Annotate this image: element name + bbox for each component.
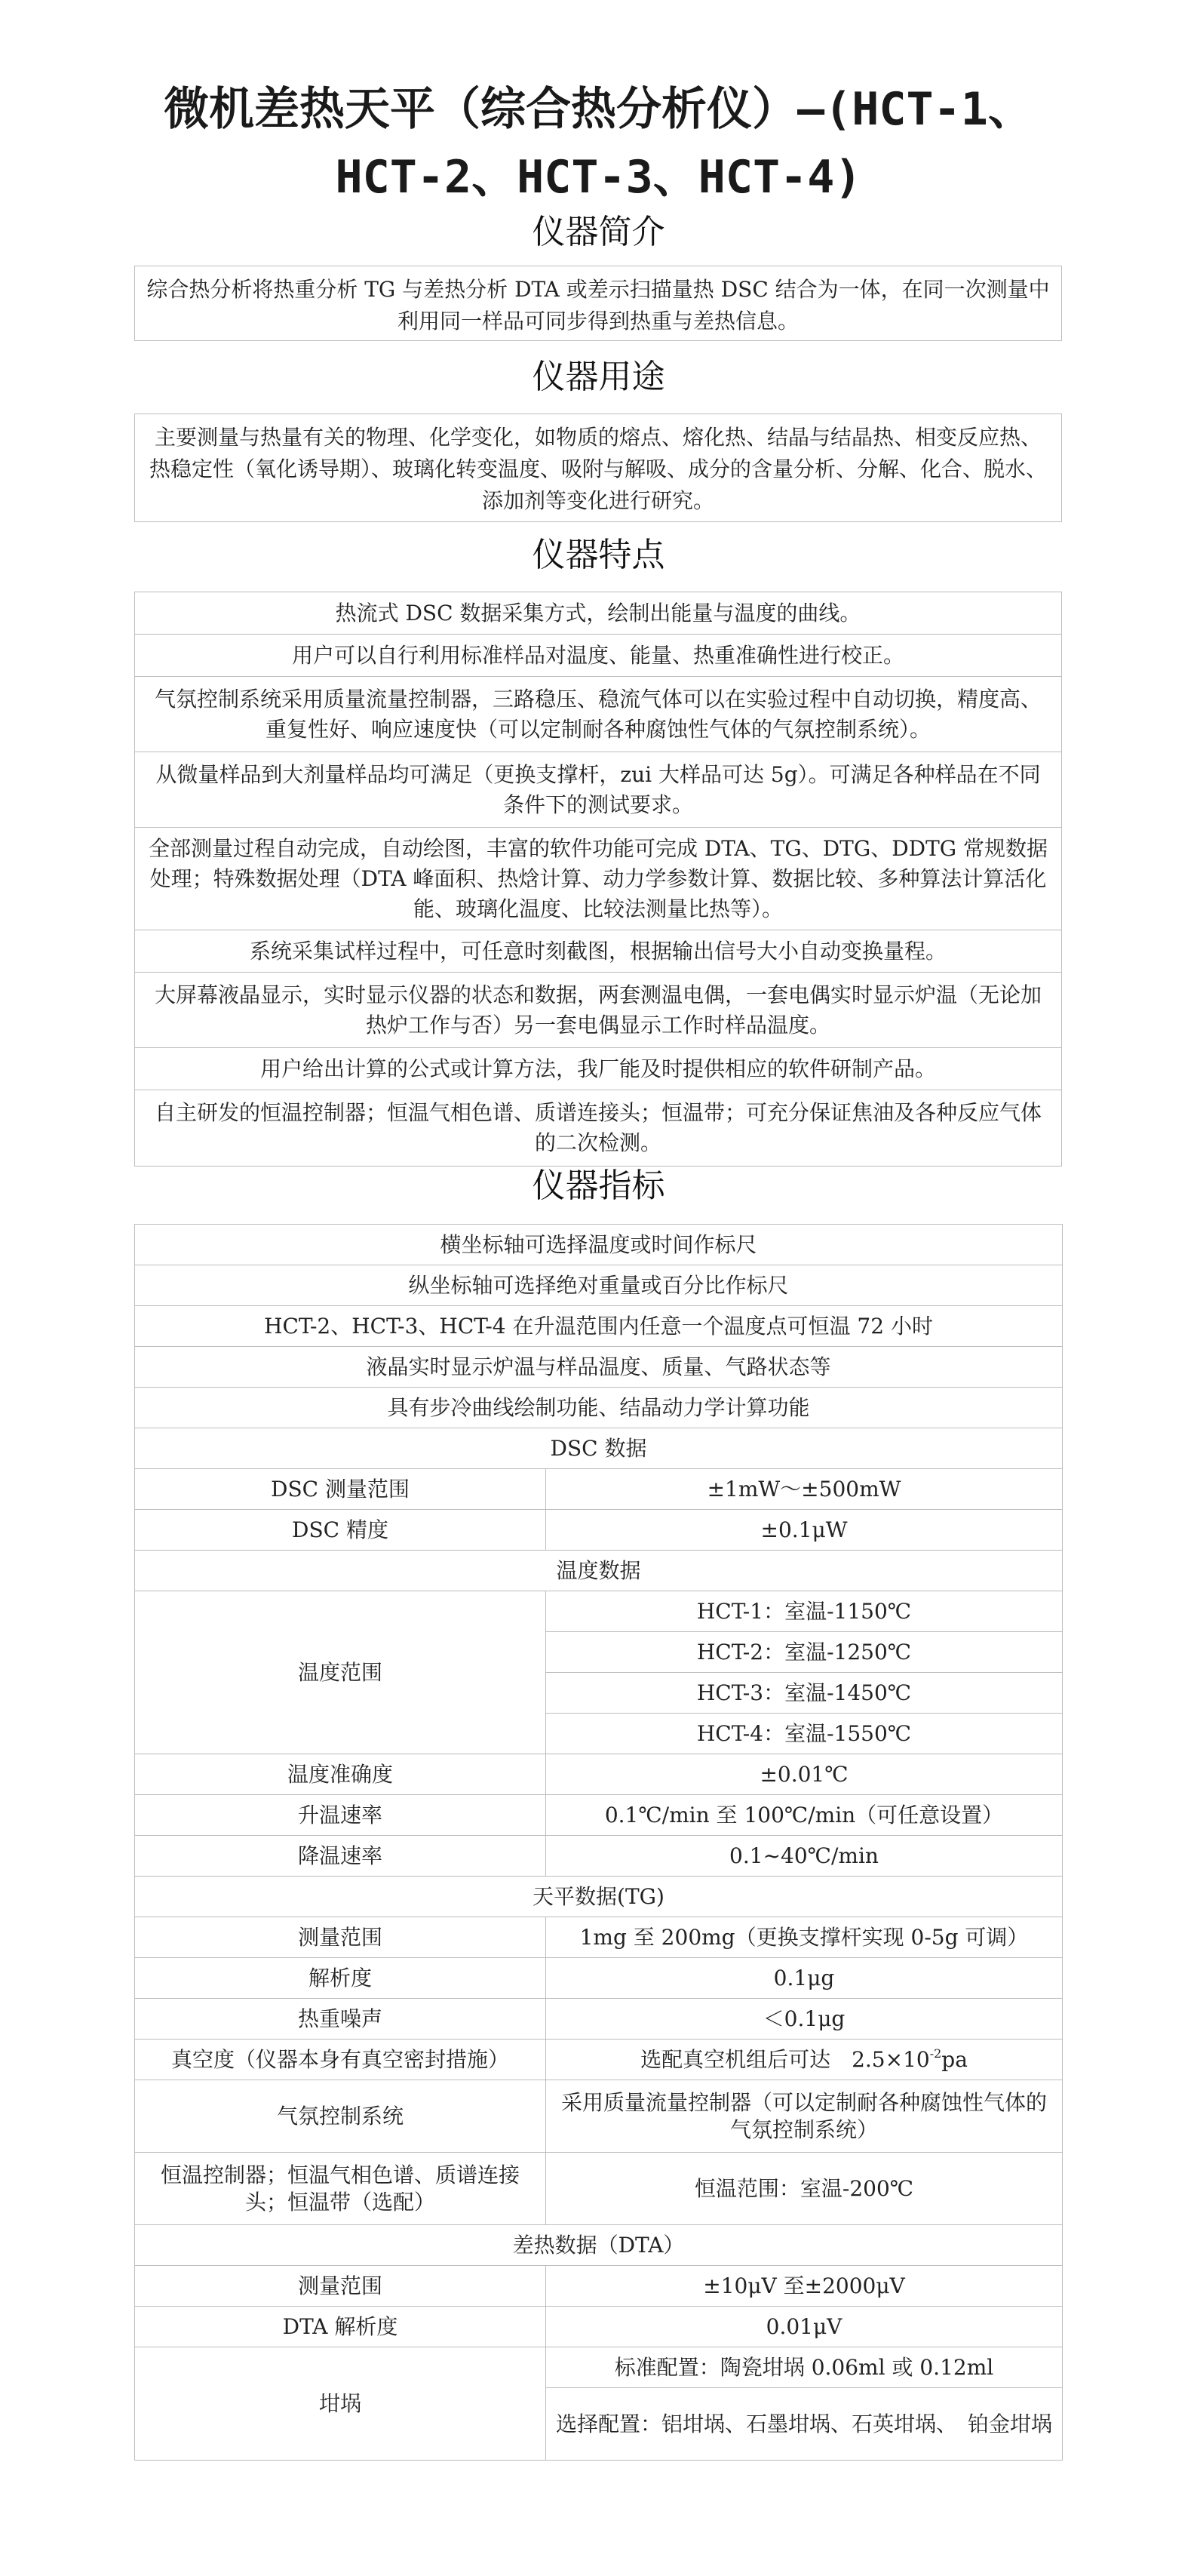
- crucible-std: 标准配置：陶瓷坩埚 0.06ml 或 0.12ml: [546, 2347, 1063, 2388]
- feature-item-2: 用户可以自行利用标准样品对温度、能量、热重准确性进行校正。: [135, 635, 1061, 677]
- temp-range-hct4: HCT-4：室温-1550℃: [546, 1714, 1063, 1754]
- dta-header-row: [135, 2225, 1063, 2266]
- crucible-opt: 选择配置：铝坩埚、石墨坩埚、石英坩埚、 铂金坩埚: [546, 2388, 1063, 2461]
- feature-item-8: 用户给出计算的公式或计算方法，我厂能及时提供相应的软件研制产品。: [135, 1048, 1061, 1090]
- title-line-1: 微机差热天平（综合热分析仪）—(HCT-1、: [164, 83, 1033, 136]
- features-heading: 仪器特点: [532, 536, 665, 574]
- page-title: [0, 75, 1197, 211]
- intro-box: [134, 266, 1062, 341]
- cool-rate-label: 降温速率: [135, 1836, 546, 1877]
- title-line-2: HCT-2、HCT-3、HCT-4): [335, 151, 862, 204]
- spec-general-row: [135, 1347, 1063, 1388]
- tg-header-row: [135, 1877, 1063, 1917]
- table-row: [135, 1510, 1063, 1551]
- thermo-label: 恒温控制器；恒温气相色谱、质谱连接头；恒温带（选配）: [135, 2153, 546, 2225]
- dsc-precision-label: DSC 精度: [135, 1510, 546, 1551]
- spec-general-2: 纵坐标轴可选择绝对重量或百分比作标尺: [135, 1265, 1063, 1306]
- spec-general-row: [135, 1265, 1063, 1306]
- spec-general-row: [135, 1306, 1063, 1347]
- spec-general-1: 横坐标轴可选择温度或时间作标尺: [135, 1225, 1063, 1265]
- feature-item-5: 全部测量过程自动完成，自动绘图，丰富的软件功能可完成 DTA、TG、DTG、DDTG 常规数据处理；特殊数据处理（DTA 峰面积、热焓计算、动力学参数计算、数据比较、多种算法计算活化能、玻璃化温度、比较法测量比热等）。: [135, 828, 1061, 930]
- crucible-label: 坩埚: [135, 2347, 546, 2461]
- feature-item-9: 自主研发的恒温控制器；恒温气相色谱、质谱连接头；恒温带；可充分保证焦油及各种反应气体的二次检测。: [154, 1100, 1042, 1155]
- temp-header-row: [135, 1551, 1063, 1591]
- dta-range-label: 测量范围: [135, 2266, 546, 2307]
- dsc-header: DSC 数据: [135, 1428, 1063, 1469]
- table-row: [135, 2040, 1063, 2080]
- vacuum-label: 真空度（仪器本身有真空密封措施）: [135, 2040, 546, 2080]
- dsc-header-row: [135, 1428, 1063, 1469]
- vacuum-value-prefix: 选配真空机组后可达 2.5×10: [640, 2046, 930, 2072]
- spec-general-row: [135, 1225, 1063, 1265]
- usage-text: 主要测量与热量有关的物理、化学变化，如物质的熔点、熔化热、结晶与结晶热、相变反应热、热稳定性（氧化诱导期）、玻璃化转变温度、吸附与解吸、成分的含量分析、分解、化合、脱水、添加剂等变化进行研究。: [149, 425, 1047, 513]
- noise-value: ＜0.1μg: [546, 1999, 1063, 2040]
- temp-range-hct2: HCT-2：室温-1250℃: [546, 1632, 1063, 1673]
- dsc-range-label: DSC 测量范围: [135, 1469, 546, 1510]
- noise-label: 热重噪声: [135, 1999, 546, 2040]
- feature-item-3: 气氛控制系统采用质量流量控制器，三路稳压、稳流气体可以在实验过程中自动切换，精度高、重复性好、响应速度快（可以定制耐各种腐蚀性气体的气氛控制系统）。: [135, 677, 1061, 752]
- heat-rate-label: 升温速率: [135, 1795, 546, 1836]
- temp-accuracy-label: 温度准确度: [135, 1754, 546, 1795]
- dsc-range-value: ±1mW～±500mW: [546, 1469, 1063, 1510]
- temp-accuracy-value: ±0.01℃: [546, 1754, 1063, 1795]
- tg-header: 天平数据(TG): [135, 1877, 1063, 1917]
- table-row: [135, 1999, 1063, 2040]
- features-list: [134, 592, 1062, 1167]
- resolution-label: 解析度: [135, 1958, 546, 1999]
- table-row: [135, 1754, 1063, 1795]
- tg-range-label: 测量范围: [135, 1917, 546, 1958]
- temp-header: 温度数据: [135, 1551, 1063, 1591]
- spec-general-4: 液晶实时显示炉温与样品温度、质量、气路状态等: [135, 1347, 1063, 1388]
- intro-text: 综合热分析将热重分析 TG 与差热分析 DTA 或差示扫描量热 DSC 结合为一体，在同一次测量中利用同一样品可同步得到热重与差热信息。: [146, 277, 1050, 334]
- atmos-value: 采用质量流量控制器（可以定制耐各种腐蚀性气体的气氛控制系统）: [546, 2080, 1063, 2153]
- cool-rate-value: 0.1~40℃/min: [546, 1836, 1063, 1877]
- intro-heading: 仪器简介: [532, 213, 665, 251]
- resolution-value: 0.1μg: [546, 1958, 1063, 1999]
- feature-item-1: 热流式 DSC 数据采集方式，绘制出能量与温度的曲线。: [135, 592, 1061, 635]
- tg-range-value: 1mg 至 200mg（更换支撑杆实现 0-5g 可调）: [546, 1917, 1063, 1958]
- specs-heading: 仪器指标: [532, 1167, 665, 1205]
- usage-heading: 仪器用途: [532, 358, 665, 396]
- dta-range-value: ±10μV 至±2000μV: [546, 2266, 1063, 2307]
- heat-rate-value: 0.1℃/min 至 100℃/min（可任意设置）: [546, 1795, 1063, 1836]
- table-row: [135, 1836, 1063, 1877]
- feature-item-4: 从微量样品到大剂量样品均可满足（更换支撑杆，zui 大样品可达 5g）。可满足各种样品在不同条件下的测试要求。: [135, 752, 1061, 828]
- temp-range-hct3: HCT-3：室温-1450℃: [546, 1673, 1063, 1714]
- spec-general-5: 具有步冷曲线绘制功能、结晶动力学计算功能: [135, 1388, 1063, 1428]
- table-row: [135, 2266, 1063, 2307]
- table-row: [135, 2153, 1063, 2225]
- feature-item-7: 大屏幕液晶显示，实时显示仪器的状态和数据，两套测温电偶，一套电偶实时显示炉温（无论加热炉工作与否）另一套电偶显示工作时样品温度。: [135, 973, 1061, 1048]
- table-row: [135, 1591, 1063, 1632]
- temp-range-label: 温度范围: [135, 1591, 546, 1754]
- vacuum-value: [546, 2040, 1063, 2080]
- vacuum-value-unit: pa: [941, 2046, 968, 2072]
- spec-general-row: [135, 1388, 1063, 1428]
- table-row: [135, 1469, 1063, 1510]
- thermo-value: 恒温范围：室温-200℃: [546, 2153, 1063, 2225]
- dsc-precision-value: ±0.1μW: [546, 1510, 1063, 1551]
- table-row: [135, 2307, 1063, 2347]
- usage-box: [134, 413, 1062, 522]
- dta-res-value: 0.01μV: [546, 2307, 1063, 2347]
- dta-header: 差热数据（DTA）: [135, 2225, 1063, 2266]
- temp-range-hct1: HCT-1：室温-1150℃: [546, 1591, 1063, 1632]
- table-row: [135, 2080, 1063, 2153]
- atmos-label: 气氛控制系统: [135, 2080, 546, 2153]
- dta-res-label: DTA 解析度: [135, 2307, 546, 2347]
- table-row: [135, 1917, 1063, 1958]
- table-row: [135, 1958, 1063, 1999]
- vacuum-value-exp: -2: [929, 2046, 942, 2061]
- spec-table: [134, 1224, 1063, 2461]
- spec-general-3: HCT-2、HCT-3、HCT-4 在升温范围内任意一个温度点可恒温 72 小时: [135, 1306, 1063, 1347]
- feature-item-6: 系统采集试样过程中，可任意时刻截图，根据输出信号大小自动变换量程。: [135, 930, 1061, 973]
- table-row: [135, 2347, 1063, 2388]
- table-row: [135, 1795, 1063, 1836]
